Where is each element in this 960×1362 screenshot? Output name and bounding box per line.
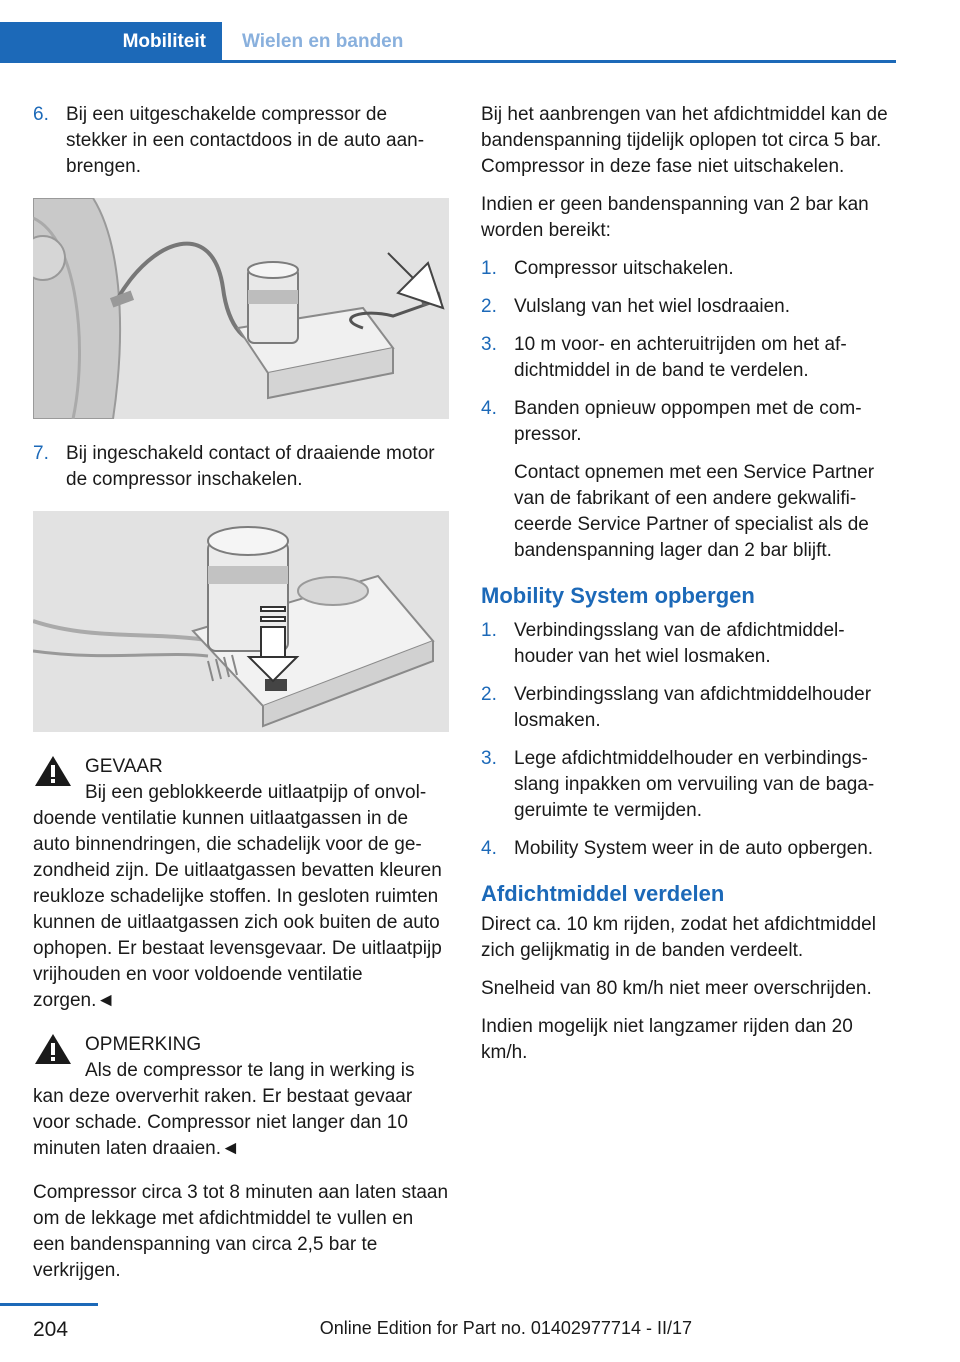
step-text: Bij ingeschakeld contact of draaiende motor de compressor inschakelen. <box>66 443 435 490</box>
list-item <box>481 294 897 320</box>
figure-compressor-plug <box>33 198 449 419</box>
step-number: 2. <box>481 296 497 317</box>
list-item <box>481 682 897 734</box>
step-number: 3. <box>481 334 497 355</box>
step-text: Lege afdichtmiddelhouder en verbindingsslang inpakken om vervuiling van de bagageruimte te vermijden. <box>514 748 875 821</box>
step-number: 3. <box>481 748 497 769</box>
step-number: 4. <box>481 398 497 419</box>
list-item <box>481 396 897 564</box>
warning-title: OPMERKING <box>85 1034 202 1055</box>
step-text: Bij een uitgeschakelde compressor de stekker in een contactdoos in de auto aanbrengen. <box>66 104 425 177</box>
warning-triangle-icon <box>33 754 73 788</box>
step-text-extra: Contact opnemen met een Service Partner van de fabrikant of een andere gekwalificeerde Service Partner of specialist als de bandenspanning lager dan 2 bar blijft. <box>514 462 875 561</box>
warning-title: GEVAAR <box>85 756 163 777</box>
right-column <box>481 102 897 1078</box>
paragraph-duration: Compressor circa 3 tot 8 minuten aan laten staan om de lekkage met afdichtmiddel te vullen en een bandenspanning van circa 2,5 bar te verkrijgen. <box>33 1182 449 1281</box>
step-text: Verbindingsslang van de afdichtmiddelhouder van het wiel losmaken. <box>514 620 845 667</box>
step-text <box>514 396 897 564</box>
paragraph-min-speed: Indien mogelijk niet langzamer rijden dan 20 km/h. <box>481 1016 853 1063</box>
tab-wielen-en-banden[interactable]: Wielen en banden <box>242 31 404 52</box>
step-number: 4. <box>481 838 497 859</box>
edition-note: Online Edition for Part no. 01402977714 - II/17 <box>319 1318 692 1338</box>
page-number: 204 <box>33 1318 69 1341</box>
figure-compressor-switch <box>33 511 449 732</box>
header-rule <box>0 60 896 63</box>
step-text: Vulslang van het wiel losdraaien. <box>514 296 791 317</box>
list-item <box>481 618 897 670</box>
section-heading-storage: Mobility System opbergen <box>481 583 755 608</box>
step-7 <box>33 441 449 493</box>
step-text: 10 m voor- en achteruitrijden om het afdichtmiddel in de band te verdelen. <box>514 334 847 381</box>
warning-triangle-icon <box>33 1032 73 1066</box>
step-text: Verbindingsslang van afdichtmiddelhouder losmaken. <box>514 684 872 731</box>
step-number: 2. <box>481 684 497 705</box>
step-number: 1. <box>481 620 497 641</box>
step-text-main: Banden opnieuw oppompen met de compressor. <box>514 398 862 445</box>
section-heading-distribute: Afdichtmiddel verdelen <box>481 881 725 906</box>
tab-mobiliteit[interactable]: Mobiliteit <box>0 22 222 62</box>
paragraph-pressure: Bij het aanbrengen van het afdichtmiddel kan de bandenspanning tijdelijk oplopen tot circa 5 bar. Compressor in deze fase niet uitschakelen. <box>481 104 888 177</box>
step-text: Compressor uitschakelen. <box>514 258 734 279</box>
footer-rule <box>0 1303 98 1306</box>
step-number: 6. <box>33 104 49 125</box>
paragraph-drive: Direct ca. 10 km rijden, zodat het afdichtmiddel zich gelijkmatig in de banden verdeelt. <box>481 914 876 961</box>
list-item <box>481 256 897 282</box>
list-item <box>481 332 897 384</box>
paragraph-condition: Indien er geen bandenspanning van 2 bar kan worden bereikt: <box>481 194 869 241</box>
list-item <box>481 836 897 862</box>
paragraph-speed-limit: Snelheid van 80 km/h niet meer overschrijden. <box>481 978 872 999</box>
step-number: 7. <box>33 443 49 464</box>
step-6 <box>33 102 449 180</box>
step-number: 1. <box>481 258 497 279</box>
step-text: Mobility System weer in de auto opbergen. <box>514 838 874 859</box>
warning-note <box>33 1032 449 1162</box>
page-header <box>0 0 896 64</box>
warning-danger <box>33 754 449 1014</box>
warning-body: Bij een geblokkeerde uitlaatpijp of onvoldoende ventilatie kunnen uitlaatgassen in de auto binnendringen, die schadelijk voor de gezondheid zijn. De uitlaatgassen bevatten kleuren reukloze schadelijke stoffen. In gesloten ruimten kunnen de uitlaatgassen zich ook buiten de auto ophopen. Er bestaat levensgevaar. De uitlaatpijp vrijhouden en voor voldoende ventilatie zorgen.◄ <box>33 782 442 1011</box>
list-item <box>481 746 897 824</box>
left-column <box>33 102 449 1296</box>
warning-body: Als de compressor te lang in werking is kan deze oververhit raken. Er bestaat gevaar voor schade. Compressor niet langer dan 10 minuten laten draaien.◄ <box>33 1060 415 1159</box>
